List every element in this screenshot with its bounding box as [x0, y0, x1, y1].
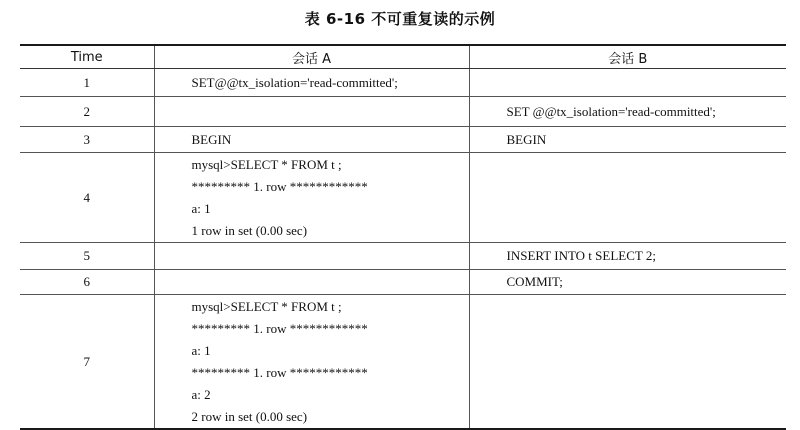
table-caption: 表 6-16 不可重复读的示例 — [304, 10, 496, 28]
time-cell: 2 — [20, 97, 154, 127]
session-b-cell — [469, 270, 786, 295]
table-row — [20, 270, 786, 295]
code-line: BEGIN — [506, 131, 547, 147]
time-cell: 6 — [20, 270, 154, 295]
session-a-cell — [154, 243, 469, 270]
header-row — [20, 45, 786, 69]
session-b-cell — [469, 69, 786, 97]
time-cell: 4 — [20, 153, 154, 243]
session-a-cell — [154, 127, 469, 153]
code-line: a: 1 — [191, 200, 211, 216]
session-b-cell — [469, 153, 786, 243]
transaction-table — [20, 44, 786, 430]
code-line: BEGIN — [191, 131, 232, 147]
header-time: Time — [20, 45, 154, 69]
code-line: COMMIT; — [506, 274, 563, 289]
header-session-b: 会话 B — [469, 45, 786, 69]
time-cell: 3 — [20, 127, 154, 153]
code-line: 1 row in set (0.00 sec) — [191, 222, 308, 238]
session-a-cell — [154, 69, 469, 97]
code-line: ********* 1. row ************ — [191, 320, 368, 336]
code-line: mysql>SELECT * FROM t ; — [191, 298, 342, 314]
code-line: a: 1 — [191, 342, 211, 358]
session-b-cell — [469, 127, 786, 153]
code-line: SET@@tx_isolation='read-committed'; — [191, 74, 398, 90]
table-row — [20, 295, 786, 430]
session-b-cell — [469, 295, 786, 430]
header-session-a: 会话 A — [154, 45, 469, 69]
time-cell: 7 — [20, 295, 154, 430]
session-b-cell — [469, 97, 786, 127]
code-line: ********* 1. row ************ — [191, 178, 368, 194]
table-row — [20, 97, 786, 127]
table-row — [20, 127, 786, 153]
table-row — [20, 243, 786, 270]
session-a-cell — [154, 295, 469, 430]
table-row — [20, 153, 786, 243]
time-cell: 1 — [20, 69, 154, 97]
code-line: INSERT INTO t SELECT 2; — [506, 248, 656, 263]
code-line: mysql>SELECT * FROM t ; — [191, 156, 342, 172]
time-cell: 5 — [20, 243, 154, 270]
code-line: SET @@tx_isolation='read-committed'; — [506, 103, 716, 119]
session-a-cell — [154, 153, 469, 243]
session-b-cell — [469, 243, 786, 270]
session-a-cell — [154, 270, 469, 295]
code-line: 2 row in set (0.00 sec) — [191, 408, 308, 424]
table-row — [20, 69, 786, 97]
code-line: ********* 1. row ************ — [191, 364, 368, 380]
code-line: a: 2 — [191, 386, 211, 402]
session-a-cell — [154, 97, 469, 127]
